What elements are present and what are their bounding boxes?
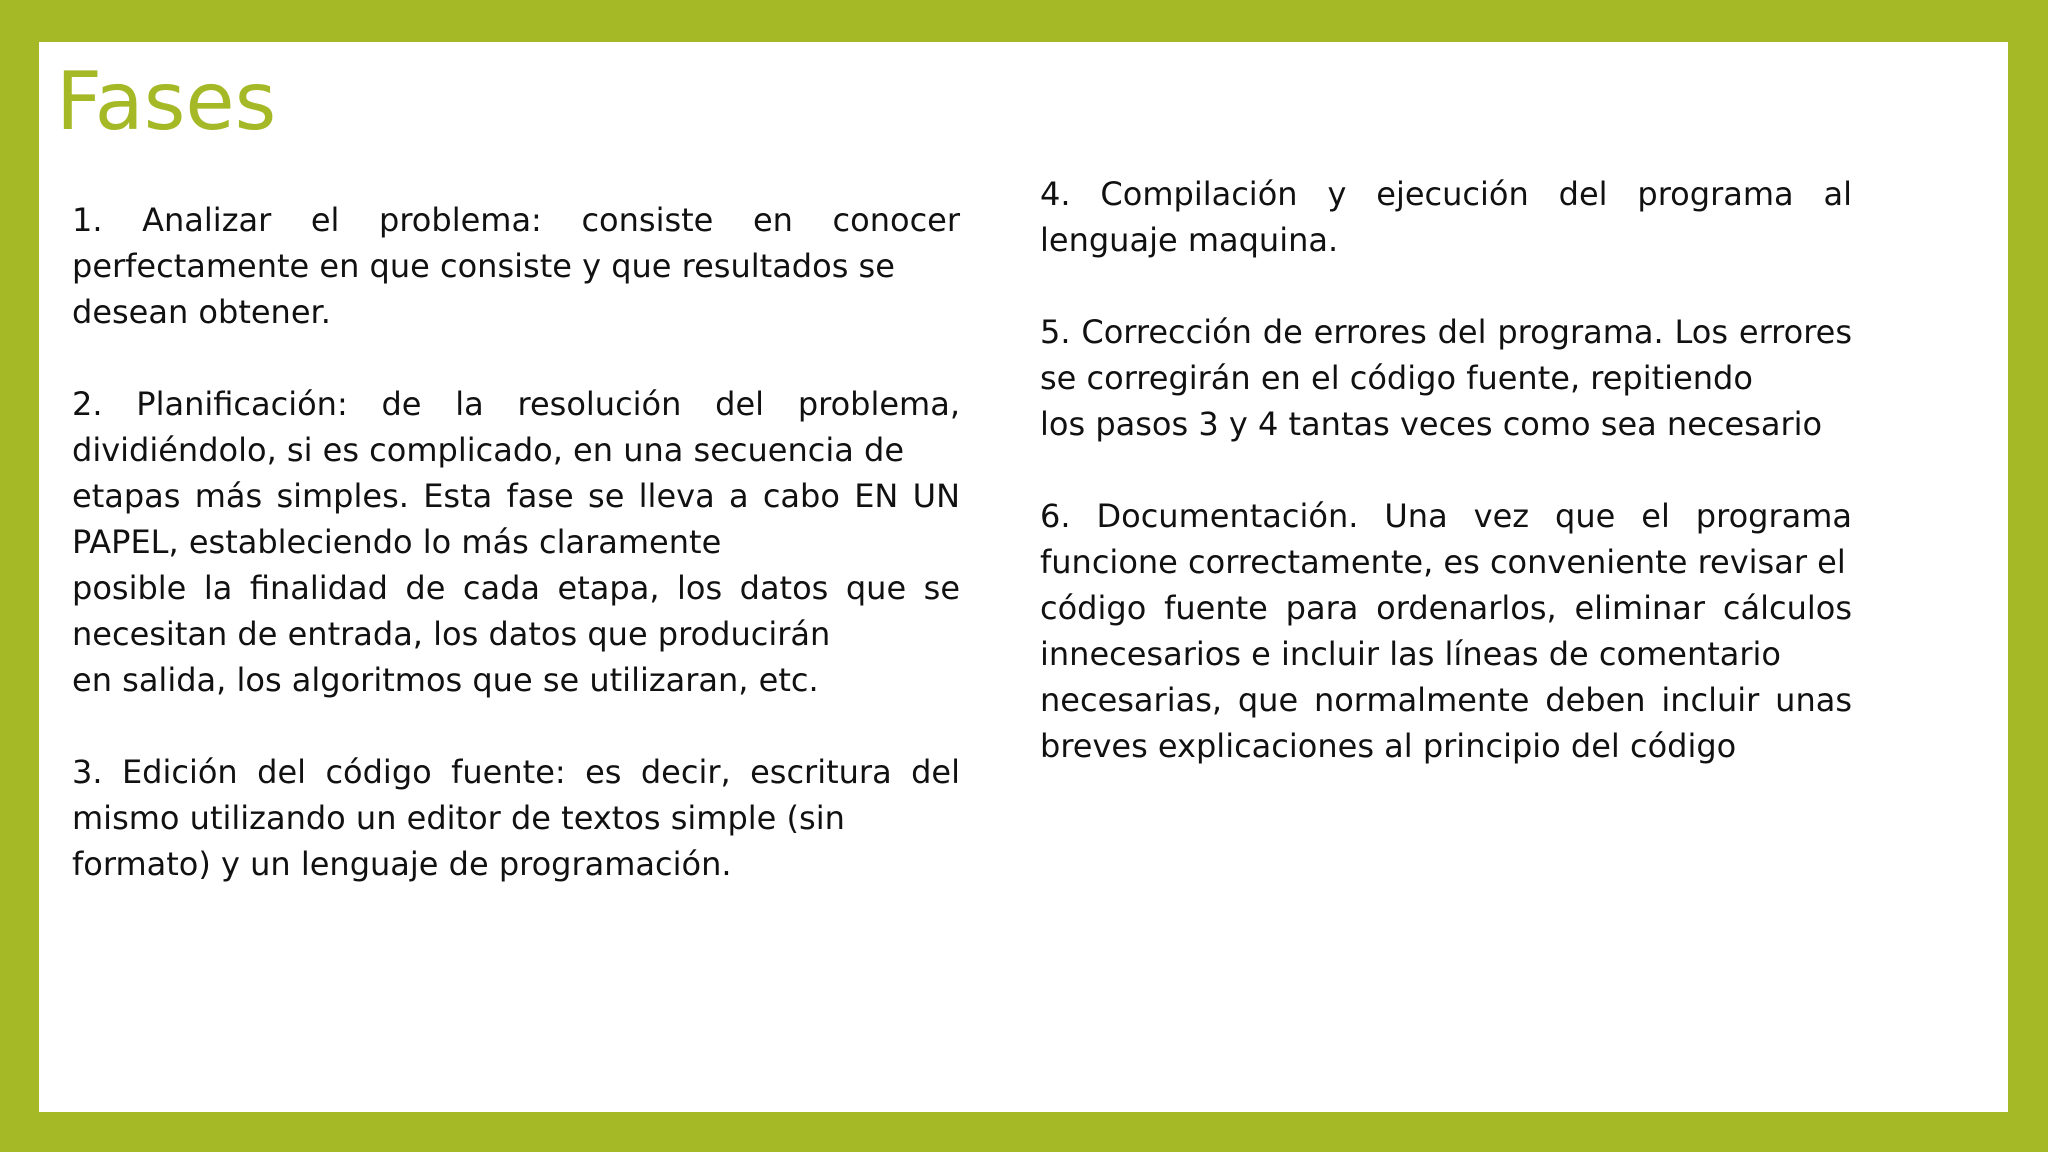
right-column: [1040, 171, 1852, 815]
text-line: 6. Documentación. Una vez que el programa: [1040, 497, 1852, 535]
text-line: perfectamente en que consiste y que resultados se: [72, 247, 895, 285]
slide-title: Fases: [56, 55, 277, 148]
phase-2-planificacion: [72, 381, 960, 703]
phase-4-compilacion: [1040, 171, 1852, 263]
text-line: código fuente para ordenarlos, eliminar cálculos: [1040, 589, 1852, 627]
text-line: 5. Corrección de errores del programa. Los errores: [1040, 313, 1852, 351]
text-line: necesarias, que normalmente deben incluir unas: [1040, 681, 1852, 719]
text-line: 2. Planificación: de la resolución del problema,: [72, 385, 960, 423]
text-line: se corregirán en el código fuente, repitiendo: [1040, 359, 1753, 397]
text-line: funcione correctamente, es conveniente revisar el: [1040, 543, 1846, 581]
text-line: formato) y un lenguaje de programación.: [72, 845, 732, 883]
text-line: breves explicaciones al principio del código: [1040, 727, 1737, 765]
phase-1-analizar: [72, 197, 960, 335]
text-line: innecesarios e incluir las líneas de comentario: [1040, 635, 1781, 673]
phase-5-correccion: [1040, 309, 1852, 447]
text-line: necesitan de entrada, los datos que producirán: [72, 615, 831, 653]
left-column: [72, 197, 960, 933]
phase-6-documentacion: [1040, 493, 1852, 769]
text-line: en salida, los algoritmos que se utilizaran, etc.: [72, 661, 819, 699]
text-line: etapas más simples. Esta fase se lleva a cabo EN UN: [72, 477, 960, 515]
text-line: los pasos 3 y 4 tantas veces como sea necesario: [1040, 405, 1823, 443]
text-line: lenguaje maquina.: [1040, 221, 1339, 259]
text-line: PAPEL, estableciendo lo más claramente: [72, 523, 722, 561]
text-line: posible la finalidad de cada etapa, los datos que se: [72, 569, 960, 607]
phase-3-edicion: [72, 749, 960, 887]
text-line: 3. Edición del código fuente: es decir, escritura del: [72, 753, 960, 791]
text-line: 4. Compilación y ejecución del programa al: [1040, 175, 1852, 213]
text-line: 1. Analizar el problema: consiste en conocer: [72, 201, 960, 239]
text-line: mismo utilizando un editor de textos simple (sin: [72, 799, 845, 837]
text-line: desean obtener.: [72, 293, 331, 331]
text-line: dividiéndolo, si es complicado, en una secuencia de: [72, 431, 904, 469]
